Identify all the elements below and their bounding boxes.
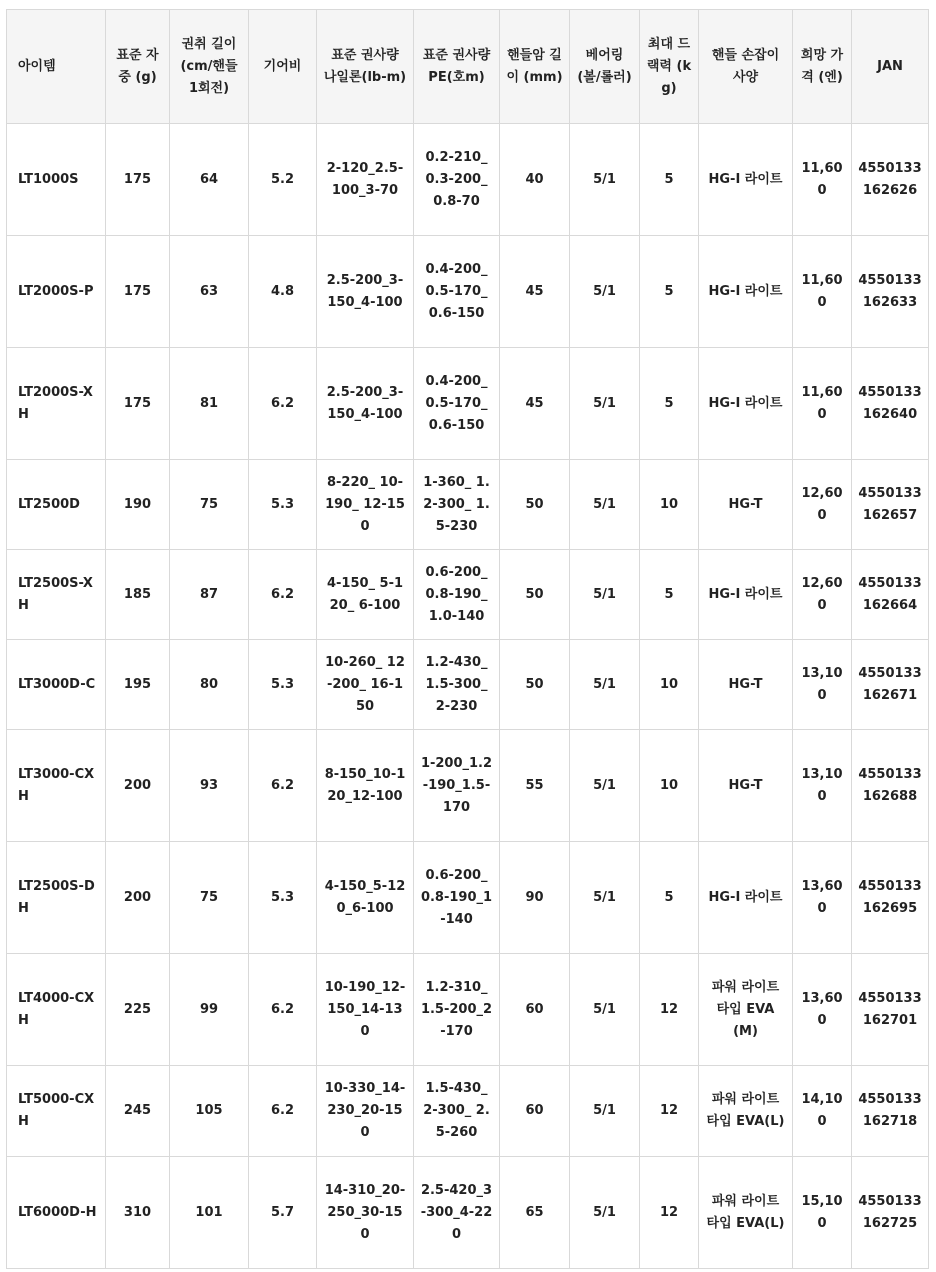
retrieve-cell: 63 <box>170 236 249 348</box>
nylon-cell: 14-310_20-250_30-150 <box>317 1157 414 1269</box>
table-row <box>7 460 929 550</box>
price-cell: 11,600 <box>793 124 852 236</box>
retrieve-cell: 99 <box>170 954 249 1066</box>
nylon-cell: 4-150_5-120_6-100 <box>317 842 414 954</box>
knob-cell: 파워 라이트 타입 EVA(L) <box>699 1157 793 1269</box>
bearing-cell: 5/1 <box>570 124 640 236</box>
retrieve-cell: 93 <box>170 730 249 842</box>
header-cell: 표준 권사량 PE(호m) <box>414 10 500 124</box>
nylon-cell: 10-190_12-150_14-130 <box>317 954 414 1066</box>
pe-cell: 0.6-200_0.8-190_1-140 <box>414 842 500 954</box>
weight-cell: 245 <box>106 1066 170 1157</box>
weight-cell: 175 <box>106 348 170 460</box>
item-cell: LT3000-CXH <box>7 730 106 842</box>
drag-cell: 5 <box>640 550 699 640</box>
drag-cell: 5 <box>640 236 699 348</box>
retrieve-cell: 101 <box>170 1157 249 1269</box>
knob-cell: HG-T <box>699 460 793 550</box>
item-cell: LT2500S-XH <box>7 550 106 640</box>
jan-cell: 4550133162640 <box>852 348 929 460</box>
price-cell: 11,600 <box>793 236 852 348</box>
arm-cell: 40 <box>500 124 570 236</box>
pe-cell: 1-200_1.2-190_1.5-170 <box>414 730 500 842</box>
table-row <box>7 236 929 348</box>
bearing-cell: 5/1 <box>570 460 640 550</box>
gear-cell: 5.3 <box>249 460 317 550</box>
knob-cell: HG-T <box>699 640 793 730</box>
arm-cell: 45 <box>500 348 570 460</box>
weight-cell: 185 <box>106 550 170 640</box>
bearing-cell: 5/1 <box>570 954 640 1066</box>
pe-cell: 1-360_ 1.2-300_ 1.5-230 <box>414 460 500 550</box>
table-row <box>7 842 929 954</box>
reel-spec-table <box>6 9 929 1269</box>
price-cell: 13,100 <box>793 730 852 842</box>
jan-cell: 4550133162626 <box>852 124 929 236</box>
header-cell: 핸들 손잡이 사양 <box>699 10 793 124</box>
gear-cell: 6.2 <box>249 1066 317 1157</box>
pe-cell: 0.4-200_0.5-170_0.6-150 <box>414 236 500 348</box>
weight-cell: 190 <box>106 460 170 550</box>
header-cell: 표준 권사량 나일론(lb-m) <box>317 10 414 124</box>
bearing-cell: 5/1 <box>570 236 640 348</box>
nylon-cell: 4-150_ 5-120_ 6-100 <box>317 550 414 640</box>
gear-cell: 4.8 <box>249 236 317 348</box>
table-row <box>7 348 929 460</box>
gear-cell: 6.2 <box>249 550 317 640</box>
table-row <box>7 550 929 640</box>
gear-cell: 5.3 <box>249 842 317 954</box>
retrieve-cell: 80 <box>170 640 249 730</box>
pe-cell: 2.5-420_3-300_4-220 <box>414 1157 500 1269</box>
jan-cell: 4550133162671 <box>852 640 929 730</box>
table-row <box>7 1157 929 1269</box>
drag-cell: 12 <box>640 1157 699 1269</box>
jan-cell: 4550133162701 <box>852 954 929 1066</box>
header-cell: 아이템 <box>7 10 106 124</box>
arm-cell: 45 <box>500 236 570 348</box>
header-cell: 기어비 <box>249 10 317 124</box>
jan-cell: 4550133162633 <box>852 236 929 348</box>
arm-cell: 55 <box>500 730 570 842</box>
header-row <box>7 10 929 124</box>
nylon-cell: 10-260_ 12-200_ 16-150 <box>317 640 414 730</box>
pe-cell: 1.2-310_1.5-200_2-170 <box>414 954 500 1066</box>
item-cell: LT6000D-H <box>7 1157 106 1269</box>
knob-cell: HG-I 라이트 <box>699 550 793 640</box>
table-row <box>7 640 929 730</box>
drag-cell: 10 <box>640 730 699 842</box>
price-cell: 13,100 <box>793 640 852 730</box>
knob-cell: HG-I 라이트 <box>699 348 793 460</box>
jan-cell: 4550133162657 <box>852 460 929 550</box>
item-cell: LT3000D-C <box>7 640 106 730</box>
spec-table-container <box>6 9 928 1269</box>
weight-cell: 310 <box>106 1157 170 1269</box>
table-row <box>7 954 929 1066</box>
nylon-cell: 2.5-200_3-150_4-100 <box>317 348 414 460</box>
jan-cell: 4550133162688 <box>852 730 929 842</box>
item-cell: LT2000S-P <box>7 236 106 348</box>
price-cell: 11,600 <box>793 348 852 460</box>
arm-cell: 60 <box>500 1066 570 1157</box>
drag-cell: 12 <box>640 1066 699 1157</box>
pe-cell: 1.5-430_ 2-300_ 2.5-260 <box>414 1066 500 1157</box>
knob-cell: 파워 라이트 타입 EVA(L) <box>699 1066 793 1157</box>
knob-cell: HG-I 라이트 <box>699 236 793 348</box>
bearing-cell: 5/1 <box>570 1157 640 1269</box>
nylon-cell: 10-330_14-230_20-150 <box>317 1066 414 1157</box>
retrieve-cell: 105 <box>170 1066 249 1157</box>
jan-cell: 4550133162718 <box>852 1066 929 1157</box>
drag-cell: 12 <box>640 954 699 1066</box>
drag-cell: 10 <box>640 640 699 730</box>
table-row <box>7 1066 929 1157</box>
nylon-cell: 2.5-200_3-150_4-100 <box>317 236 414 348</box>
jan-cell: 4550133162664 <box>852 550 929 640</box>
bearing-cell: 5/1 <box>570 640 640 730</box>
header-cell: 표준 자중 (g) <box>106 10 170 124</box>
jan-cell: 4550133162695 <box>852 842 929 954</box>
header-cell: 베어링 (볼/롤러) <box>570 10 640 124</box>
weight-cell: 200 <box>106 730 170 842</box>
pe-cell: 0.6-200_ 0.8-190_ 1.0-140 <box>414 550 500 640</box>
price-cell: 12,600 <box>793 550 852 640</box>
arm-cell: 65 <box>500 1157 570 1269</box>
item-cell: LT2500D <box>7 460 106 550</box>
arm-cell: 50 <box>500 460 570 550</box>
header-cell: JAN <box>852 10 929 124</box>
knob-cell: HG-I 라이트 <box>699 842 793 954</box>
retrieve-cell: 64 <box>170 124 249 236</box>
jan-cell: 4550133162725 <box>852 1157 929 1269</box>
weight-cell: 175 <box>106 236 170 348</box>
bearing-cell: 5/1 <box>570 842 640 954</box>
item-cell: LT4000-CXH <box>7 954 106 1066</box>
item-cell: LT2000S-XH <box>7 348 106 460</box>
knob-cell: 파워 라이트 타입 EVA(M) <box>699 954 793 1066</box>
bearing-cell: 5/1 <box>570 730 640 842</box>
drag-cell: 5 <box>640 348 699 460</box>
pe-cell: 0.2-210_0.3-200_0.8-70 <box>414 124 500 236</box>
header-cell: 최대 드랙력 (kg) <box>640 10 699 124</box>
bearing-cell: 5/1 <box>570 1066 640 1157</box>
nylon-cell: 8-220_ 10-190_ 12-150 <box>317 460 414 550</box>
bearing-cell: 5/1 <box>570 348 640 460</box>
price-cell: 13,600 <box>793 954 852 1066</box>
header-cell: 희망 가격 (엔) <box>793 10 852 124</box>
table-row <box>7 730 929 842</box>
price-cell: 13,600 <box>793 842 852 954</box>
price-cell: 15,100 <box>793 1157 852 1269</box>
table-row <box>7 124 929 236</box>
price-cell: 14,100 <box>793 1066 852 1157</box>
weight-cell: 200 <box>106 842 170 954</box>
retrieve-cell: 81 <box>170 348 249 460</box>
price-cell: 12,600 <box>793 460 852 550</box>
nylon-cell: 2-120_2.5-100_3-70 <box>317 124 414 236</box>
arm-cell: 50 <box>500 640 570 730</box>
bearing-cell: 5/1 <box>570 550 640 640</box>
pe-cell: 0.4-200_0.5-170_0.6-150 <box>414 348 500 460</box>
gear-cell: 6.2 <box>249 954 317 1066</box>
drag-cell: 5 <box>640 124 699 236</box>
header-cell: 핸들암 길이 (mm) <box>500 10 570 124</box>
arm-cell: 60 <box>500 954 570 1066</box>
gear-cell: 5.2 <box>249 124 317 236</box>
weight-cell: 175 <box>106 124 170 236</box>
gear-cell: 6.2 <box>249 730 317 842</box>
knob-cell: HG-I 라이트 <box>699 124 793 236</box>
weight-cell: 195 <box>106 640 170 730</box>
weight-cell: 225 <box>106 954 170 1066</box>
retrieve-cell: 75 <box>170 460 249 550</box>
item-cell: LT2500S-DH <box>7 842 106 954</box>
nylon-cell: 8-150_10-120_12-100 <box>317 730 414 842</box>
gear-cell: 5.7 <box>249 1157 317 1269</box>
knob-cell: HG-T <box>699 730 793 842</box>
retrieve-cell: 87 <box>170 550 249 640</box>
gear-cell: 5.3 <box>249 640 317 730</box>
item-cell: LT5000-CXH <box>7 1066 106 1157</box>
pe-cell: 1.2-430_ 1.5-300_ 2-230 <box>414 640 500 730</box>
retrieve-cell: 75 <box>170 842 249 954</box>
arm-cell: 50 <box>500 550 570 640</box>
item-cell: LT1000S <box>7 124 106 236</box>
drag-cell: 5 <box>640 842 699 954</box>
header-cell: 권취 길이(cm/핸들 1회전) <box>170 10 249 124</box>
gear-cell: 6.2 <box>249 348 317 460</box>
arm-cell: 90 <box>500 842 570 954</box>
drag-cell: 10 <box>640 460 699 550</box>
